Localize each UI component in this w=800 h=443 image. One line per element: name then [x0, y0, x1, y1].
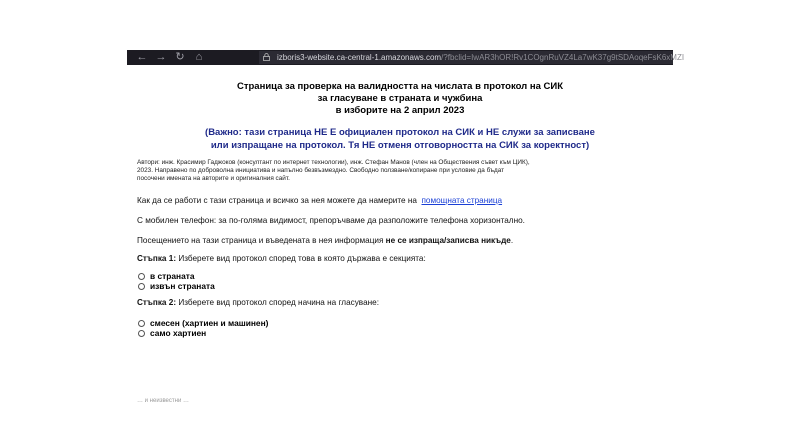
- radio-circle-icon[interactable]: [138, 283, 145, 290]
- radio-circle-icon[interactable]: [138, 320, 145, 327]
- forward-arrow-icon[interactable]: →: [155, 51, 167, 63]
- radio-option-abroad[interactable]: [138, 281, 215, 291]
- step1-label: Стъпка 1:: [137, 254, 177, 263]
- option-label: извън страната: [150, 281, 215, 291]
- reload-icon[interactable]: ↻: [175, 51, 185, 63]
- option-label: само хартиен: [150, 328, 207, 338]
- url-text[interactable]: [277, 51, 685, 64]
- privacy-bold: не се изпраща/записва никъде: [385, 236, 511, 245]
- radio-option-mixed[interactable]: [138, 318, 268, 328]
- back-arrow-icon[interactable]: ←: [136, 51, 148, 63]
- help-paragraph: [137, 196, 502, 206]
- radio-circle-icon[interactable]: [138, 330, 145, 337]
- help-text: Как да се работи с тази страница и всичко за нея можете да намерите на: [137, 196, 417, 205]
- step1-heading: [137, 254, 426, 264]
- authors-line-1: Автори: инж. Красимир Гаджоков (консултант по интернет технологии), инж. Стефан Манов (член на Обществения съвет към ЦИК),: [137, 159, 530, 166]
- page-title-line-2: за гласуване в страната и чужбина: [317, 93, 483, 104]
- authors-note: [137, 159, 587, 184]
- radio-circle-icon[interactable]: [138, 273, 145, 280]
- option-label: смесен (хартиен и машинен): [150, 318, 269, 328]
- authors-line-2: 2023. Направено по доброволна инициатива и напълно безвъзмездно. Свободно ползване/копиране при условие да бъдат: [137, 167, 505, 175]
- cutoff-text: … и неизвестни …: [137, 398, 189, 404]
- page-title-line-3: в изборите на 2 април 2023: [335, 105, 465, 116]
- warning-line-1: (Важно: тази страница НЕ Е официален протокол на СИК и НЕ служи за записване: [205, 127, 595, 138]
- step2-text: Изберете вид протокол според начина на гласуване:: [178, 298, 379, 307]
- privacy-text: Посещението на тази страница и въведената в нея информация: [137, 236, 384, 245]
- browser-toolbar: [127, 50, 685, 65]
- step2-label: Стъпка 2:: [137, 298, 177, 307]
- option-label: в страната: [150, 271, 195, 281]
- address-bar[interactable]: [259, 51, 685, 64]
- url-host: izboris3-website.ca-central-1.amazonaws.com: [277, 53, 442, 62]
- authors-line-3: посочени имената на авторите и оригиналния сайт.: [137, 175, 290, 183]
- privacy-end: .: [510, 236, 514, 245]
- step1-text: Изберете вид протокол според това в която държава е секцията:: [178, 254, 426, 263]
- warning-line-2: или изпращане на протокол. Тя НЕ отменя отговорността на СИК за коректност): [210, 140, 590, 151]
- browser-screenshot: [127, 50, 685, 404]
- radio-option-in-country[interactable]: [138, 271, 194, 281]
- home-icon[interactable]: ⌂: [195, 51, 203, 63]
- step2-heading: [137, 298, 379, 308]
- page-title-line-1: Страница за проверка на валидността на числата в протокол на СИК: [236, 81, 564, 92]
- privacy-paragraph: [137, 236, 513, 246]
- mobile-tip: С мобилен телефон: за по-голяма видимост, препоръчваме да разположите телефона хоризонтално.: [137, 216, 525, 225]
- url-query: /?fbclid=IwAR3hOR!Rv1COgnRuVZ4La7wK37g9tSDAoqeFsK6xMZI: [441, 53, 685, 62]
- radio-option-paper[interactable]: [138, 328, 206, 338]
- page-content: [127, 65, 673, 404]
- help-page-link[interactable]: помощната страница: [421, 196, 503, 205]
- lock-icon: [263, 53, 270, 61]
